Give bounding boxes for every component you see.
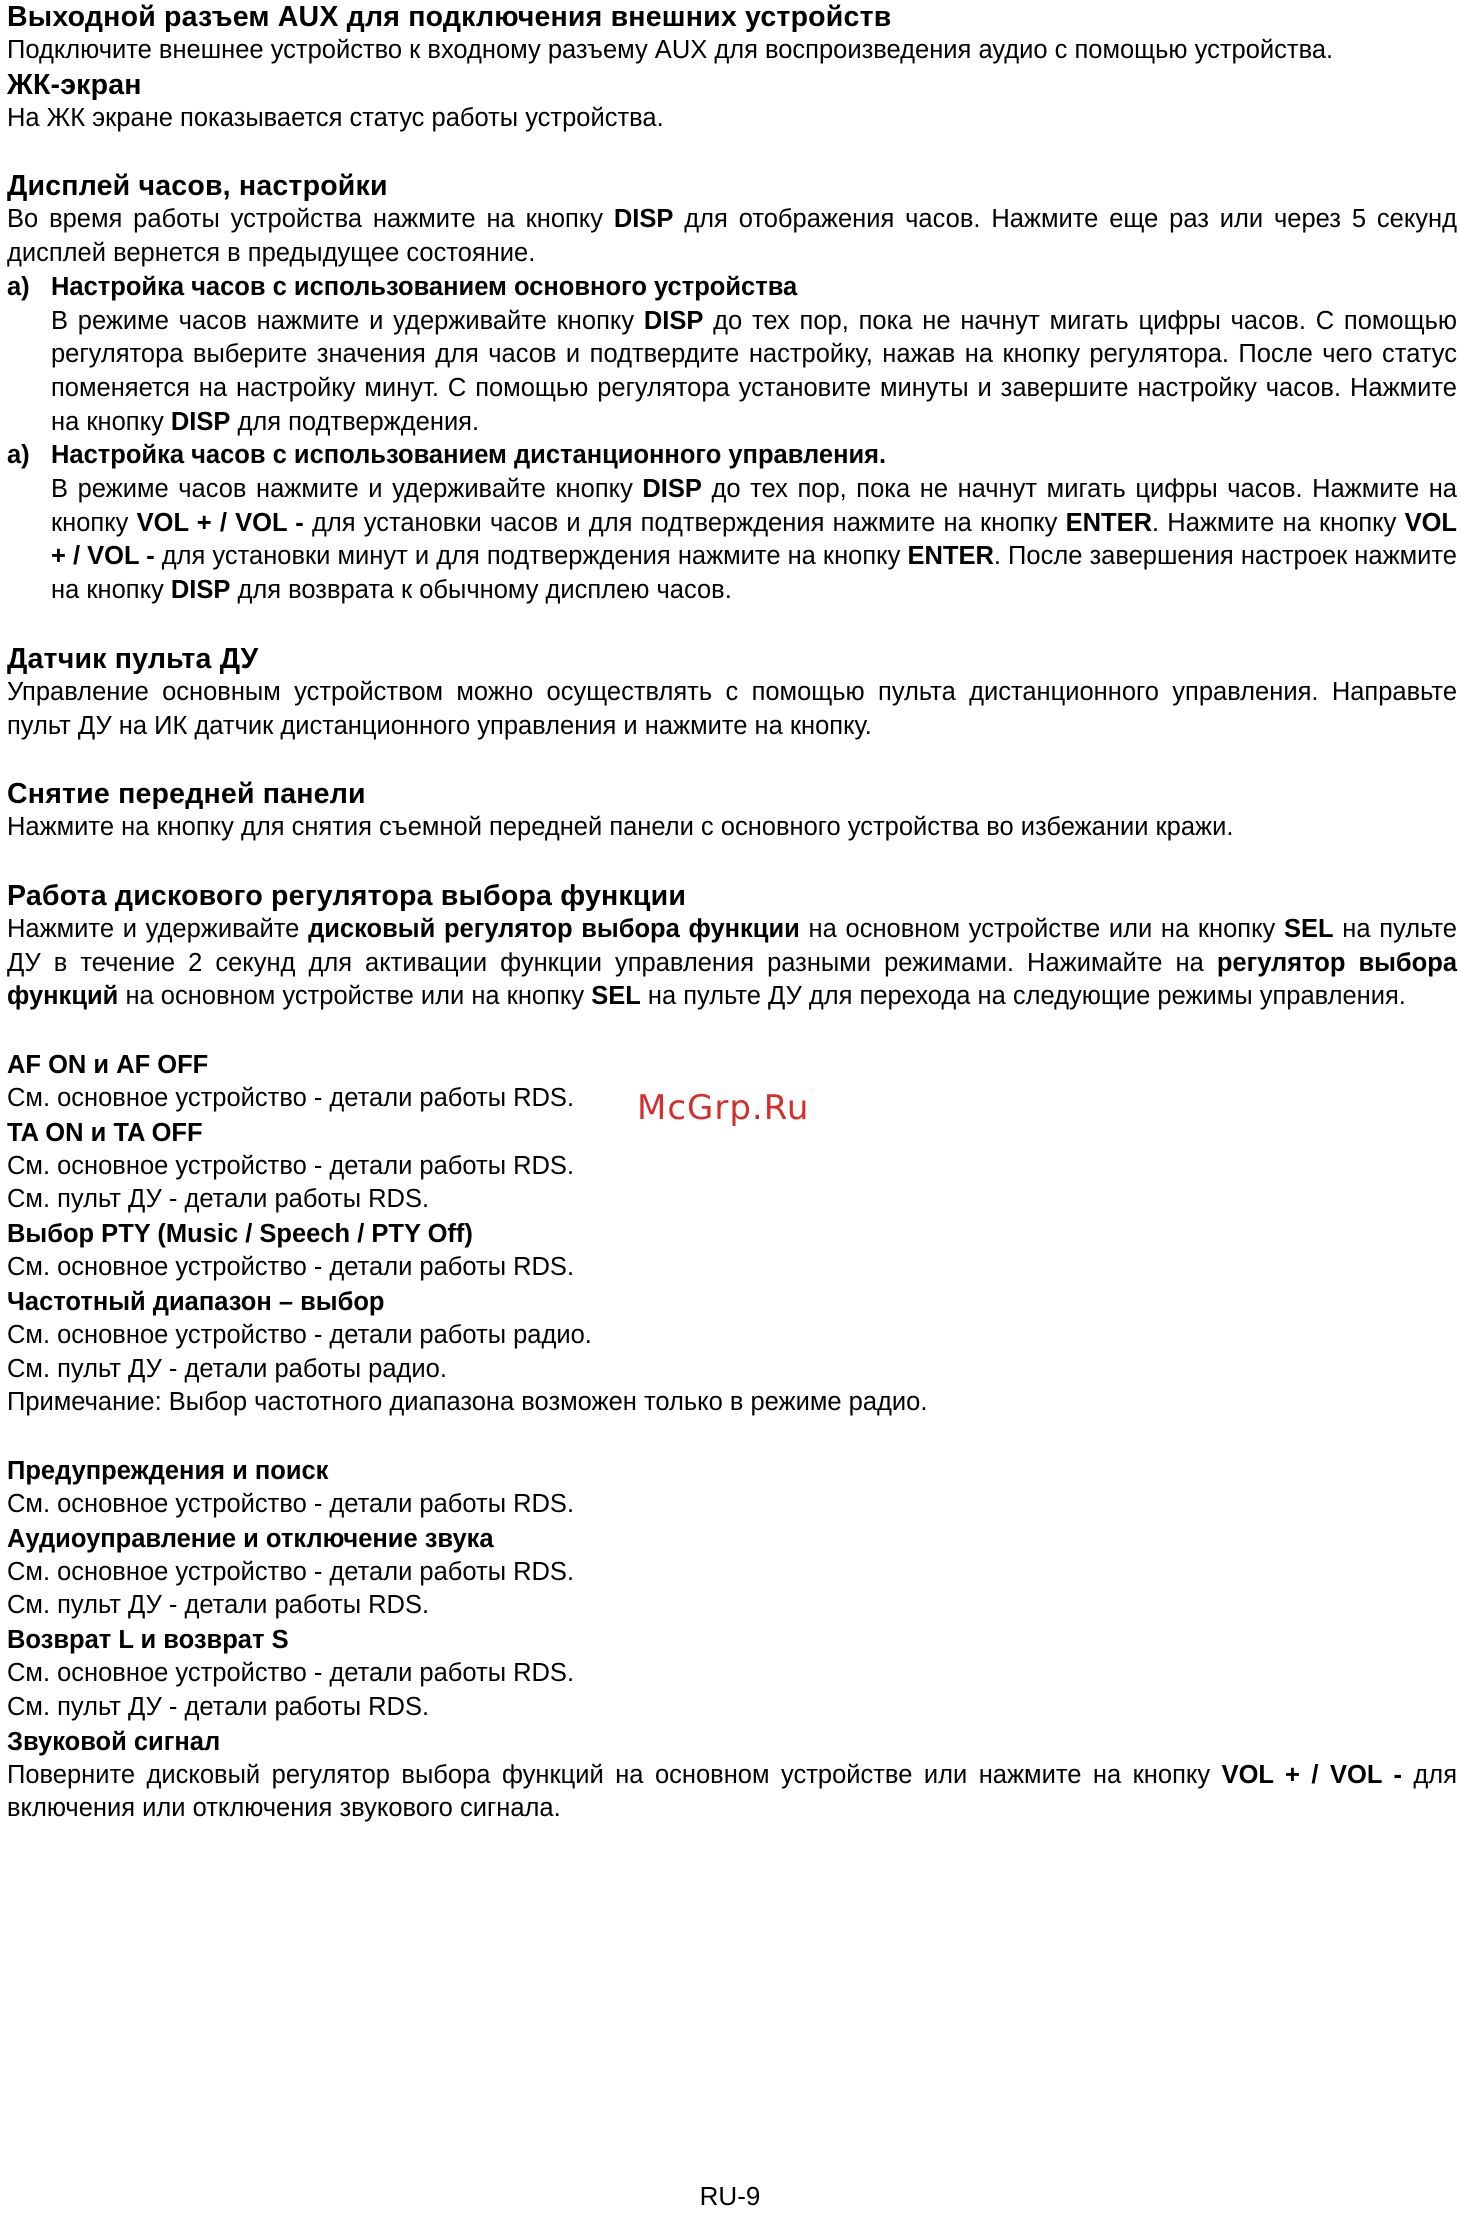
- audio-line: См. основное устройство - детали работы RDS.: [7, 1557, 575, 1586]
- warn-heading: Предупреждения и поиск: [7, 1456, 329, 1485]
- ta-line: См. основное устройство - детали работы RDS.: [7, 1151, 575, 1180]
- item-title: Настройка часов с использованием дистанционного управления.: [51, 441, 887, 470]
- band-heading: Частотный диапазон – выбор: [7, 1287, 385, 1316]
- return-line: См. пульт ДУ - детали работы RDS.: [7, 1692, 430, 1721]
- af-line: См. основное устройство - детали работы RDS.: [7, 1084, 575, 1113]
- watermark: McGrp.Ru: [637, 1088, 810, 1128]
- audio-heading: Аудиоуправление и отключение звука: [7, 1524, 494, 1553]
- item-text: В режиме часов нажмите и удерживайте кнопку DISP до тех пор, пока не начнут мигать цифры часов. Нажмите на кнопку VOL + / VOL - для установки часов и для подтверждения нажмите на кнопку ENTER. Нажмите на кнопку VOL + / VOL - для установки минут и для подтверждения нажмите на кнопку ENTER. После завершения настроек нажмите на кнопку DISP для возврата к обычному дисплею часов.: [51, 475, 1457, 605]
- warn-line: См. основное устройство - детали работы RDS.: [7, 1489, 575, 1518]
- item-title: Настройка часов с использованием основного устройства: [51, 272, 798, 301]
- beep-text: Поверните дисковый регулятор выбора функций на основном устройстве или нажмите на кнопку VOL + / VOL - для включения или отключения звукового сигнала.: [7, 1760, 1457, 1823]
- clock-item-main-unit: [7, 271, 1457, 440]
- ta-line: См. пульт ДУ - детали работы RDS.: [7, 1185, 430, 1214]
- page-number: RU-9: [699, 2181, 761, 2211]
- pty-heading: Выбор PTY (Music / Speech / PTY Off): [7, 1220, 473, 1249]
- pty-line: См. основное устройство - детали работы RDS.: [7, 1253, 575, 1282]
- band-line: См. основное устройство - детали работы радио.: [7, 1320, 592, 1349]
- aux-text: Подключите внешнее устройство к входному разъему AUX для воспроизведения аудио с помощью устройства.: [7, 36, 1334, 64]
- item-text: В режиме часов нажмите и удерживайте кнопку DISP до тех пор, пока не начнут мигать цифры часов. С помощью регулятора выберите значения для часов и подтвердите настройку, нажав на кнопку регулятора. После чего статус поменяется на настройку минут. С помощью регулятора установите минуты и завершите настройку часов. Нажмите на кнопку DISP для подтверждения.: [51, 306, 1457, 436]
- remote-sensor-heading: Датчик пульта ДУ: [7, 642, 259, 675]
- band-line: См. пульт ДУ - детали работы радио.: [7, 1354, 447, 1383]
- ta-heading: TA ON и TA OFF: [7, 1118, 203, 1147]
- lcd-heading: ЖК-экран: [7, 68, 142, 101]
- item-marker: a): [7, 441, 30, 470]
- item-marker: a): [7, 272, 30, 301]
- aux-heading: Выходной разъем AUX для подключения внешних устройств: [7, 1, 892, 33]
- knob-text: Нажмите и удерживайте дисковый регулятор выбора функции на основном устройстве или на кнопку SEL на пульте ДУ в течение 2 секунд для активации функции управления разными режимами. Нажимайте на регулятор выбора функций на основном устройстве или на кнопку SEL на пульте ДУ для перехода на следующие режимы управления.: [7, 914, 1458, 1011]
- audio-line: См. пульт ДУ - детали работы RDS.: [7, 1591, 430, 1620]
- panel-heading: Снятие передней панели: [7, 778, 366, 811]
- clock-item-remote: [7, 439, 1457, 608]
- return-line: См. основное устройство - детали работы RDS.: [7, 1659, 575, 1688]
- clock-intro: Во время работы устройства нажмите на кнопку DISP для отображения часов. Нажмите еще раз или через 5 секунд дисплей вернется в предыдущее состояние.: [7, 205, 1457, 268]
- return-heading: Возврат L и возврат S: [7, 1626, 289, 1655]
- clock-heading: Дисплей часов, настройки: [7, 170, 388, 203]
- panel-text: Нажмите на кнопку для снятия съемной передней панели с основного устройства во избежании кражи.: [7, 813, 1234, 842]
- af-heading: AF ON и AF OFF: [7, 1051, 209, 1080]
- remote-sensor-text: Управление основным устройством можно осуществлять с помощью пульта дистанционного управления. Направьте пульт ДУ на ИК датчик дистанционного управления и нажмите на кнопку.: [7, 677, 1457, 740]
- beep-heading: Звуковой сигнал: [7, 1727, 221, 1756]
- band-note: Примечание: Выбор частотного диапазона возможен только в режиме радио.: [7, 1388, 928, 1417]
- document-page: [7, 0, 1457, 1826]
- lcd-text: На ЖК экране показывается статус работы устройства.: [7, 103, 664, 132]
- knob-heading: Работа дискового регулятора выбора функции: [7, 879, 687, 912]
